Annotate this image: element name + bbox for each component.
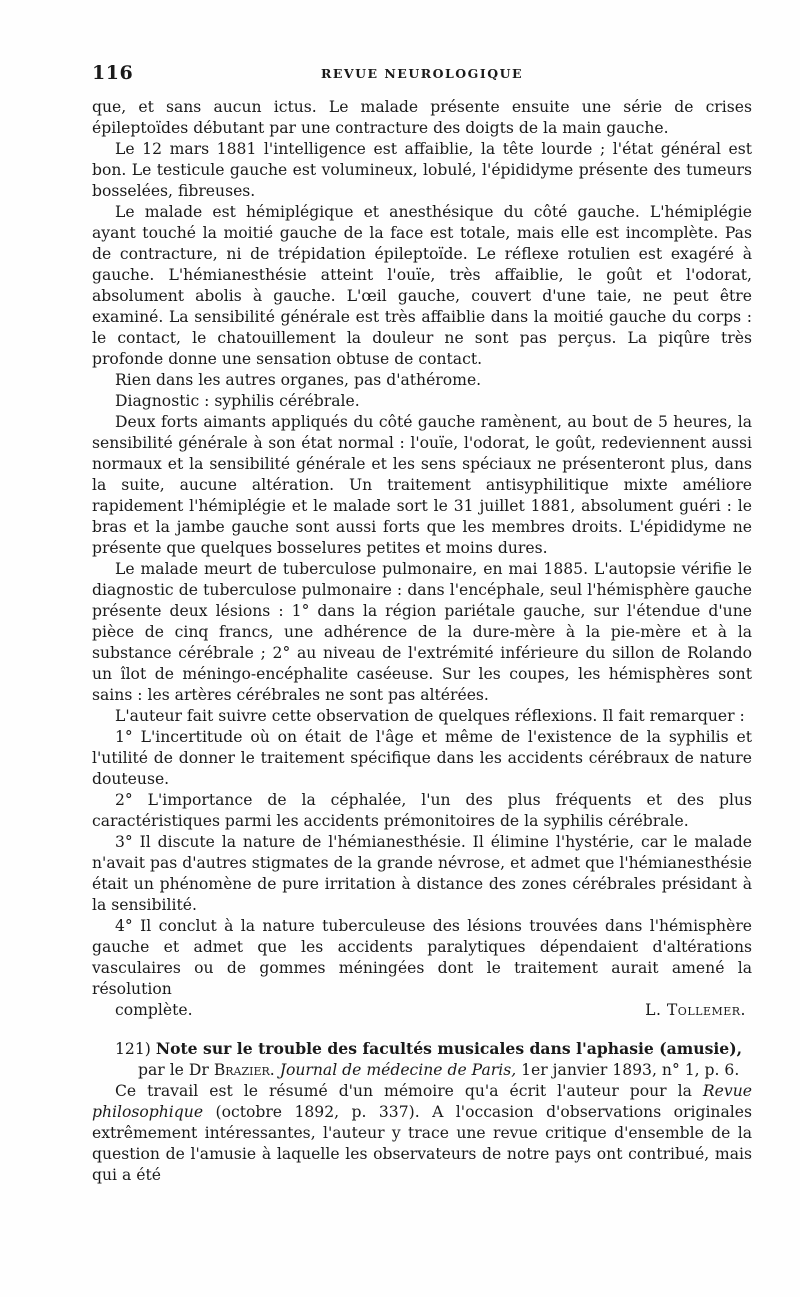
- running-title: REVUE NEUROLOGIQUE: [320, 66, 524, 81]
- paragraph: 2° L'importance de la céphalée, l'un des plus fréquents et des plus caractéristiques parmi les accidents prémonitoires de la syphilis cérébrale.: [92, 791, 752, 830]
- paragraph: Deux forts aimants appliqués du côté gauche ramènent, au bout de 5 heures, la sensibilité générale à son état normal : l'ouïe, l'odorat, le goût, redeviennent aussi normaux et la sensibilité générale et les sens spéciaux ne présenteront plus, dans la suite, aucune altération. Un traitement antisyphilitique mixte améliore rapidement l'hémiplégie et le malade sort le 31 juillet 1881, absolument guéri : le bras et la jambe gauche sont aussi forts que les membres droits. L'épididyme ne présente que quelques bosselures petites et moins dures.: [92, 413, 752, 557]
- paragraph: 4° Il conclut à la nature tuberculeuse des lésions trouvées dans l'hémisphère gauche et admet que les accidents paralytiques dépendaient d'altérations vasculaires ou de gommes méningées dont le traitement aurait amené la résolution: [92, 917, 752, 998]
- paragraph: que, et sans aucun ictus. Le malade présente ensuite une série de crises épileptoïdes débutant par une contracture des doigts de la main gauche.: [92, 98, 752, 137]
- paragraph: 3° Il discute la nature de l'hémianesthésie. Il élimine l'hystérie, car le malade n'avait pas d'autres stigmates de la grande névrose, et admet que l'hémianesthésie était un phénomène de pure irritation à distance des zones cérébrales présidant à la sensibilité.: [92, 833, 752, 914]
- citation-by: par le: [138, 1061, 184, 1079]
- page-number: 116: [92, 62, 134, 84]
- page-header: [92, 62, 752, 88]
- paragraph: Diagnostic : syphilis cérébrale.: [115, 392, 360, 410]
- paragraph: 1° L'incertitude où on était de l'âge et même de l'existence de la syphilis et l'utilité de donner le traitement spécifique dans les accidents cérébraux de nature douteuse.: [92, 728, 752, 788]
- article-citation: [92, 1060, 752, 1081]
- article-summary: [92, 1081, 752, 1186]
- paragraph: Le malade meurt de tuberculose pulmonaire, en mai 1885. L'autopsie vérifie le diagnostic de tuberculose pulmonaire : dans l'encéphale, seul l'hémisphère gauche présente deux lésions : 1° dans la région pariétale gauche, sur l'étendue d'une pièce de cinq francs, une adhérence de la dure-mère à la pie-mère et à la substance cérébrale ; 2° au niveau de l'extrémité inférieure du sillon de Rolando un îlot de méningo-encéphalite caséeuse. Sur les coupes, les hémisphères sont sains : les artères cérébrales ne sont pas altérées.: [92, 560, 752, 704]
- article-title: Note sur le trouble des facultés musicales dans l'aphasie (amusie),: [155, 1039, 743, 1058]
- article-heading: [92, 1038, 752, 1060]
- paragraph: Le 12 mars 1881 l'intelligence est affaiblie, la tête lourde ; l'état général est bon. Le testicule gauche est volumineux, lobulé, l'épididyme présente des tumeurs bosselées, fibreuses.: [92, 140, 752, 200]
- article-entry: [92, 1038, 752, 1186]
- summary-intro: Ce travail est le résumé d'un mémoire qu'a écrit l'auteur pour la: [115, 1082, 692, 1100]
- article-author: Brazier.: [213, 1061, 275, 1079]
- closing-line: [92, 1000, 752, 1021]
- citation-journal: Journal de médecine de Paris,: [279, 1061, 517, 1079]
- citation-doctor: Dr: [188, 1061, 209, 1079]
- review-signature: L. Tollemer.: [645, 1001, 746, 1019]
- article-number: 121): [115, 1040, 151, 1058]
- paragraph: L'auteur fait suivre cette observation de quelques réflexions. Il fait remarquer :: [115, 707, 745, 725]
- page-body: [92, 97, 752, 1186]
- summary-journal: Revue philosophique: [92, 1082, 752, 1121]
- paragraph: Le malade est hémiplégique et anesthésique du côté gauche. L'hémiplégie ayant touché la moitié gauche de la face est totale, mais elle est incomplète. Pas de contracture, ni de trépidation épileptoïde. Le réflexe rotulien est exagéré à gauche. L'hémianesthésie atteint l'ouïe, très affaiblie, le goût et l'odorat, absolument abolis à gauche. L'œil gauche, couvert d'une taie, ne peut être examiné. La sensibilité générale est très affaiblie dans la moitié gauche du corps : le contact, le chatouillement la douleur ne sont pas perçus. La piqûre très profonde donne une sensation obtuse de contact.: [92, 203, 752, 368]
- closing-word: complète.: [115, 1001, 193, 1019]
- paragraph: Rien dans les autres organes, pas d'athérome.: [115, 371, 482, 389]
- summary-rest: (octobre 1892, p. 337). A l'occasion d'observations originales extrêmement intéressantes, l'auteur y trace une revue critique d'ensemble de la question de l'amusie à laquelle les observateurs de notre pays ont contribué, mais qui a été: [92, 1103, 752, 1184]
- citation-issue: 1er janvier 1893, n° 1, p. 6.: [521, 1061, 740, 1079]
